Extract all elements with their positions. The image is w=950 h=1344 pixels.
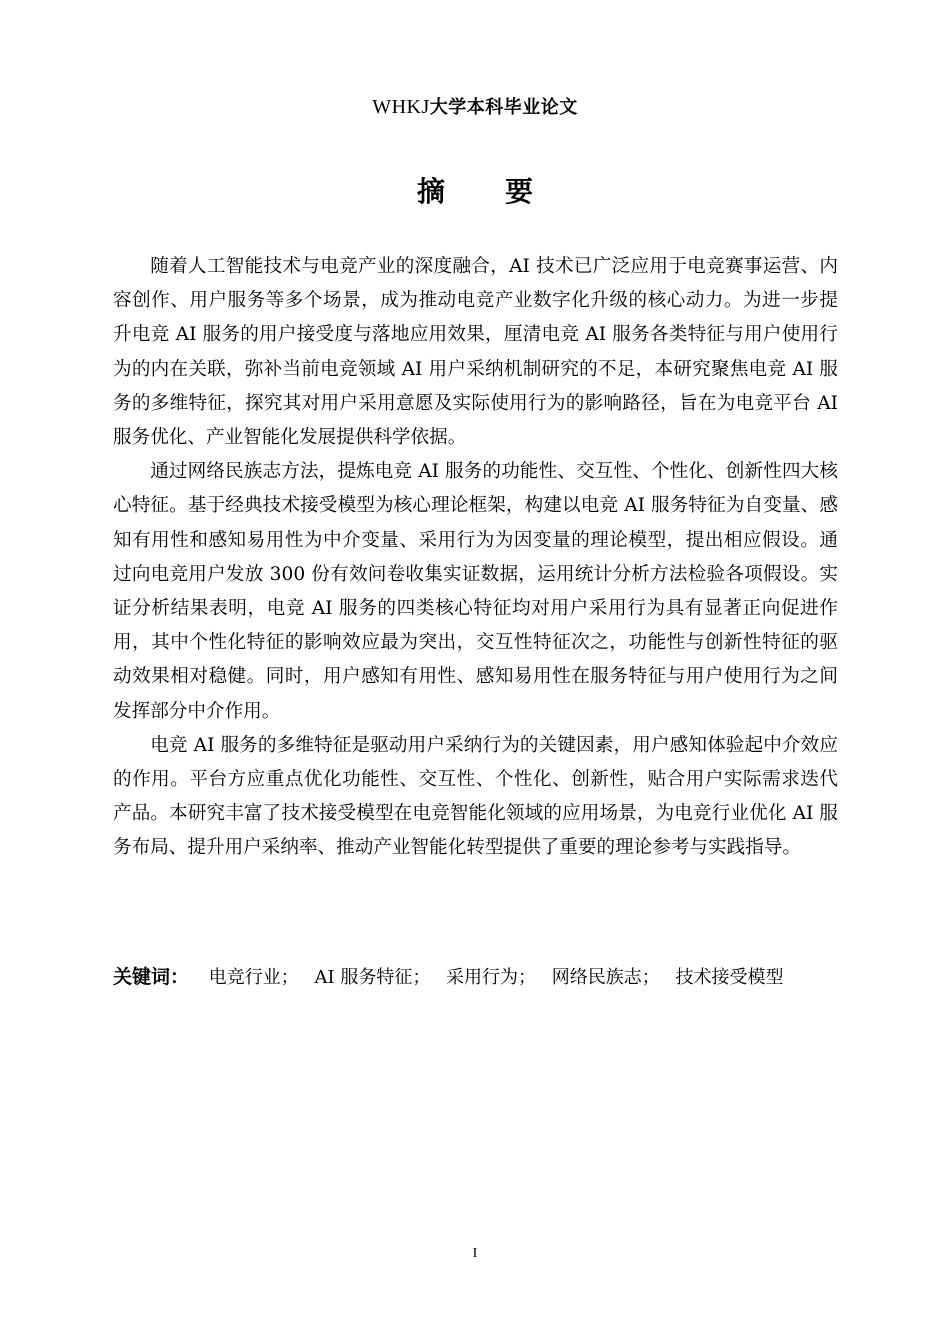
abstract-body [113,250,838,866]
running-header [0,93,950,122]
keywords-line [113,960,838,995]
keyword-item: 网络民族志； [551,967,660,988]
page-title [0,172,950,212]
abstract-paragraph-1: 随着人工智能技术与电竞产业的深度融合，AI 技术已广泛应用于电竞赛事运营、内容创作、用户服务等多个场景，成为推动电竞产业数字化升级的核心动力。为进一步提升电竞 AI 服务的用户接受度与落地应用效果，厘清电竞 AI 服务各类特征与用户使用行为的内在关联，弥补当前电竞领域 AI 用户采纳机制研究的不足，本研究聚焦电竞 AI 服务的多维特征，探究其对用户采用意愿及实际使用行为的影响路径，旨在为电竞平台 AI 服务优化、产业智能化发展提供科学依据。 [113,256,838,449]
keyword-item: 电竞行业； [208,967,299,988]
header-thesis-type: 大学本科毕业论文 [429,97,578,118]
abstract-paragraph-2: 通过网络民族志方法，提炼电竞 AI 服务的功能性、交互性、个性化、创新性四大核心特征。基于经典技术接受模型为核心理论框架，构建以电竞 AI 服务特征为自变量、感知有用性和感知易用性为中介变量、采用行为为因变量的理论模型，提出相应假设。通过向电竞用户发放 300 份有效问卷收集实证数据，运用统计分析方法检验各项假设。实证分析结果表明，电竞 AI 服务的四类核心特征均对用户采用行为具有显著正向促进作用，其中个性化特征的影响效应最为突出，交互性特征次之，功能性与创新性特征的驱动效果相对稳健。同时，用户感知有用性、感知易用性在服务特征与用户使用行为之间发挥部分中介作用。 [113,461,838,722]
title-char-1: 摘 [416,175,445,208]
keyword-item: 采用行为； [446,967,537,988]
abstract-paragraph-3: 电竞 AI 服务的多维特征是驱动用户采纳行为的关键因素，用户感知体验起中介效应的作用。平台方应重点优化功能性、交互性、个性化、创新性，贴合用户实际需求迭代产品。本研究丰富了技术接受模型在电竞智能化领域的应用场景，为电竞行业优化 AI 服务布局、提升用户采纳率、推动产业智能化转型提供了重要的理论参考与实践指导。 [113,734,838,859]
header-university-code: WHKJ [372,96,430,118]
keyword-item: AI 服务特征； [314,967,431,988]
page-number: I [472,1246,478,1261]
title-char-2: 要 [505,175,534,208]
keyword-item: 技术接受模型 [675,967,784,988]
keywords-label: 关键词： [113,966,190,988]
